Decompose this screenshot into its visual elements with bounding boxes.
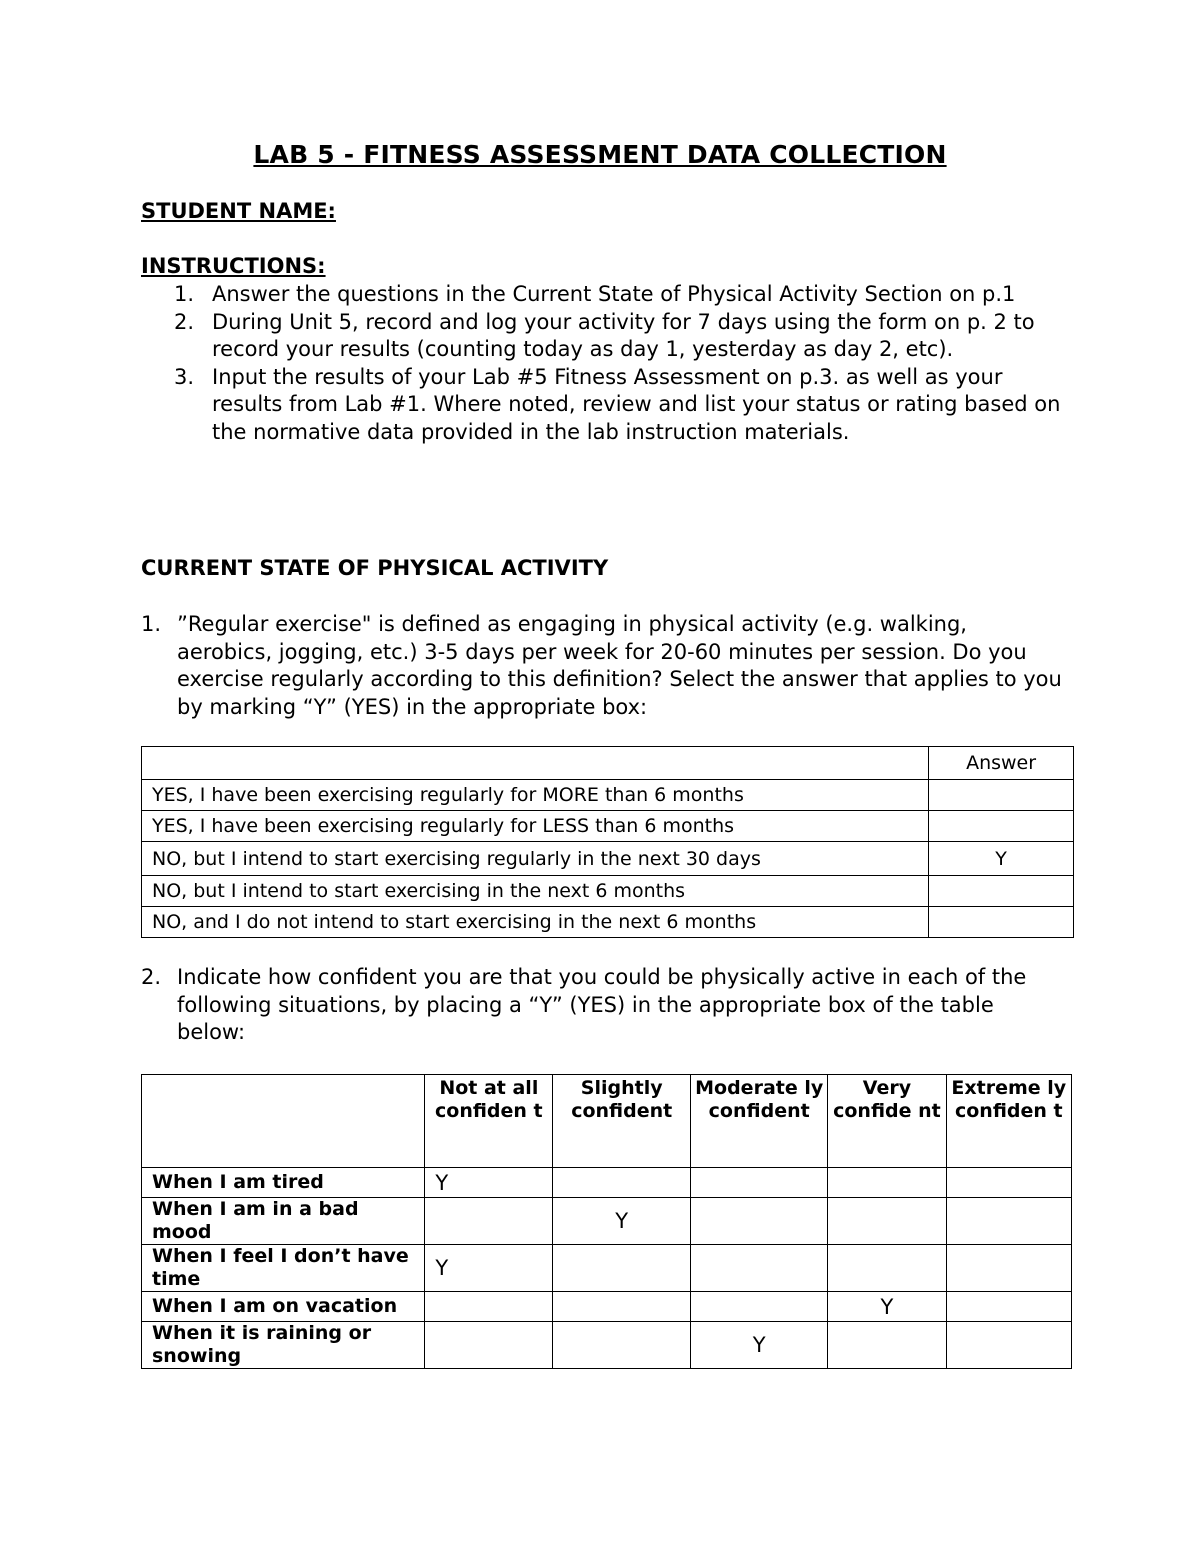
situation-cell: When I feel I don’t have time (142, 1245, 425, 1292)
mark-cell[interactable] (946, 1198, 1071, 1245)
answer-cell[interactable] (929, 876, 1074, 907)
student-name-label: STUDENT NAME: (141, 199, 336, 223)
confidence-table (141, 1074, 1072, 1369)
mark-cell[interactable]: Y (425, 1245, 553, 1292)
table-row (142, 780, 1074, 811)
question-2 (141, 964, 1066, 1047)
table-header-row (142, 747, 1074, 780)
table-row (142, 1322, 1072, 1369)
mark-cell[interactable] (946, 1322, 1071, 1369)
mark-cell[interactable] (691, 1198, 828, 1245)
header-cell-empty (142, 1075, 425, 1168)
header-cell-slightly: Slightly confident (553, 1075, 691, 1168)
option-cell: NO, but I intend to start exercising in the next 6 months (142, 876, 929, 907)
instruction-number: 2. (174, 309, 195, 334)
instruction-text: Input the results of your Lab #5 Fitness Assessment on p.3. as well as your results from Lab #1. Where noted, review and list your status or rating based on the normative data provided in the lab instruction materials. (212, 364, 1061, 444)
mark-cell[interactable] (425, 1292, 553, 1322)
mark-cell[interactable] (425, 1198, 553, 1245)
table-header-row (142, 1075, 1072, 1168)
answer-cell[interactable]: Y (929, 842, 1074, 876)
mark-cell[interactable] (828, 1198, 946, 1245)
mark-cell[interactable]: Y (553, 1198, 691, 1245)
mark-cell[interactable] (553, 1245, 691, 1292)
table-row (142, 811, 1074, 842)
table-row (142, 842, 1074, 876)
option-cell: NO, and I do not intend to start exercising in the next 6 months (142, 907, 929, 938)
table-row (142, 1168, 1072, 1198)
mark-cell[interactable] (946, 1168, 1071, 1198)
instruction-text: During Unit 5, record and log your activity for 7 days using the form on p. 2 to record your results (counting today as day 1, yesterday as day 2, etc). (212, 309, 1035, 361)
page-title: LAB 5 - FITNESS ASSESSMENT DATA COLLECTION (253, 140, 947, 169)
mark-cell[interactable] (691, 1245, 828, 1292)
mark-cell[interactable] (553, 1322, 691, 1369)
option-cell: YES, I have been exercising regularly for MORE than 6 months (142, 780, 929, 811)
mark-cell[interactable] (828, 1168, 946, 1198)
header-cell-extremely: Extreme ly confiden t (946, 1075, 1071, 1168)
mark-cell[interactable] (691, 1168, 828, 1198)
table-row (142, 876, 1074, 907)
mark-cell[interactable] (828, 1322, 946, 1369)
question-text: Indicate how confident you are that you could be physically active in each of the following situations, by placing a “Y” (YES) in the appropriate box of the table below: (177, 965, 1027, 1044)
exercise-status-table (141, 746, 1074, 938)
instruction-item (141, 364, 1061, 447)
instruction-item (141, 309, 1061, 364)
instruction-number: 3. (174, 364, 195, 389)
instruction-item (141, 281, 1061, 309)
mark-cell[interactable] (828, 1245, 946, 1292)
option-cell: YES, I have been exercising regularly for LESS than 6 months (142, 811, 929, 842)
situation-cell: When I am in a bad mood (142, 1198, 425, 1245)
mark-cell[interactable] (425, 1322, 553, 1369)
mark-cell[interactable]: Y (691, 1322, 828, 1369)
option-cell: NO, but I intend to start exercising regularly in the next 30 days (142, 842, 929, 876)
question-1 (141, 611, 1066, 721)
mark-cell[interactable] (946, 1292, 1071, 1322)
answer-cell[interactable] (929, 811, 1074, 842)
situation-cell: When I am tired (142, 1168, 425, 1198)
question-number: 1. (141, 612, 162, 636)
situation-cell: When I am on vacation (142, 1292, 425, 1322)
instructions-list (141, 281, 1061, 446)
mark-cell[interactable] (553, 1168, 691, 1198)
section-heading: CURRENT STATE OF PHYSICAL ACTIVITY (141, 556, 609, 580)
mark-cell[interactable] (946, 1245, 1071, 1292)
header-cell-moderately: Moderate ly confident (691, 1075, 828, 1168)
mark-cell[interactable]: Y (828, 1292, 946, 1322)
table-row (142, 1292, 1072, 1322)
mark-cell[interactable] (691, 1292, 828, 1322)
mark-cell[interactable] (553, 1292, 691, 1322)
mark-cell[interactable]: Y (425, 1168, 553, 1198)
instruction-number: 1. (174, 282, 195, 306)
header-cell-answer: Answer (929, 747, 1074, 780)
situation-cell: When it is raining or snowing (142, 1322, 425, 1369)
header-cell-not-at-all: Not at all confiden t (425, 1075, 553, 1168)
header-cell-empty (142, 747, 929, 780)
answer-cell[interactable] (929, 907, 1074, 938)
table-row (142, 1245, 1072, 1292)
instruction-text: Answer the questions in the Current State of Physical Activity Section on p.1 (212, 282, 1016, 306)
question-text: ”Regular exercise" is defined as engaging in physical activity (e.g. walking, aerobics, jogging, etc.) 3-5 days per week for 20-60 minutes per session. Do you exercise regularly according to this definition? Select the answer that applies to you by marking “Y” (YES) in the appropriate box: (177, 612, 1062, 719)
question-number: 2. (141, 965, 162, 989)
header-cell-very: Very confide nt (828, 1075, 946, 1168)
table-row (142, 907, 1074, 938)
instructions-heading: INSTRUCTIONS: (141, 254, 326, 278)
answer-cell[interactable] (929, 780, 1074, 811)
table-row (142, 1198, 1072, 1245)
